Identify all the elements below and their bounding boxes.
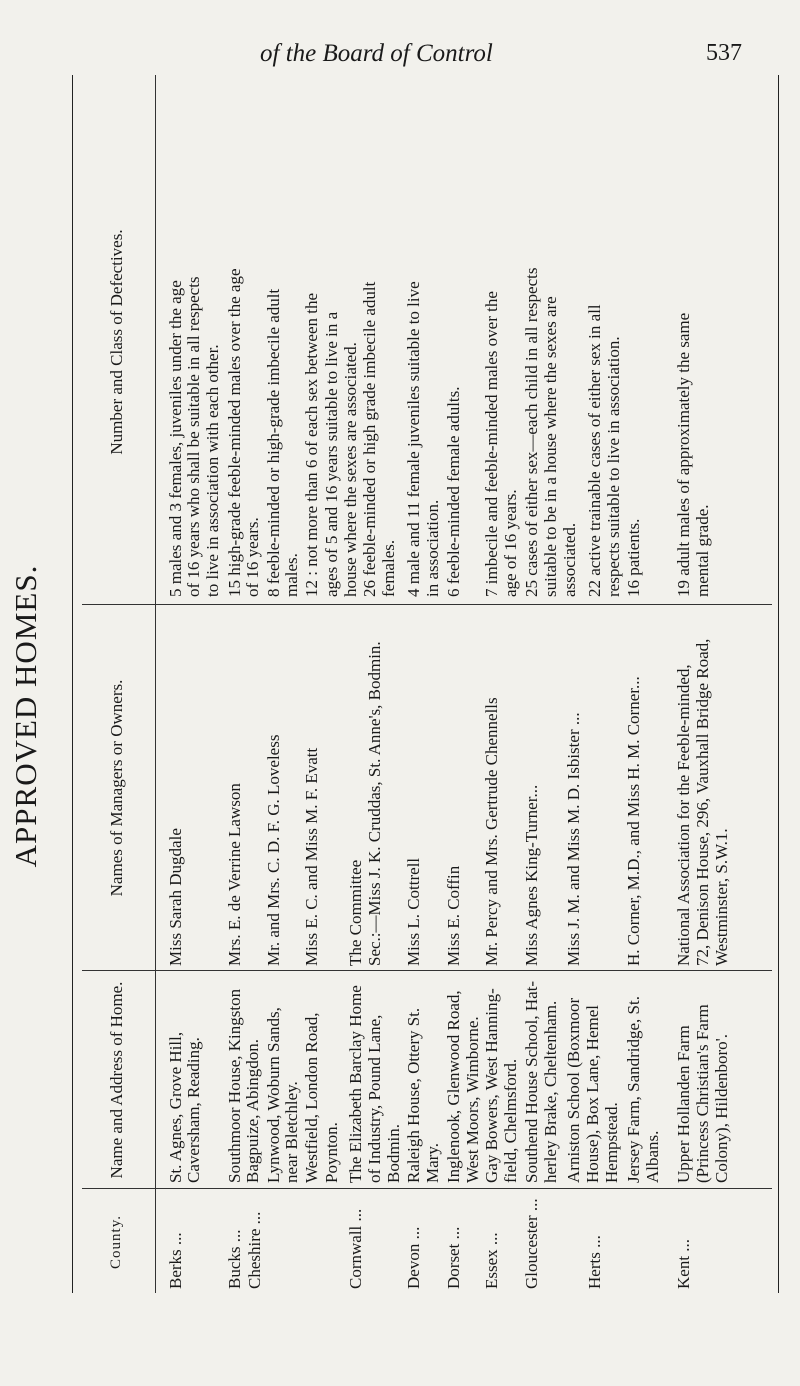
manager-line: H. Corner, M.D., and Miss H. M. Corner...: [624, 676, 643, 966]
defectives-column: [162, 77, 774, 597]
home-line: Lynwood, Woburn Sands,: [264, 1007, 283, 1183]
manager-line: Miss E. C. and Miss M. F. Evatt: [302, 747, 321, 966]
home-line: Poynton.: [322, 1122, 341, 1183]
home-line: near Bletchley.: [282, 1081, 301, 1183]
home-line: West Moors, Wimborne.: [463, 1016, 482, 1183]
defectives-line: 6 feeble-minded female adults.: [444, 386, 463, 597]
home-line: Gay Bowers, West Hanning-: [482, 988, 501, 1183]
defectives-line: 7 imbecile and feeble-minded males over the: [482, 291, 501, 597]
home-line: Bagpuize, Abingdon.: [243, 1038, 262, 1183]
defectives-line: to live in association with each other.: [203, 344, 222, 597]
column-header-defectives: Number and Class of Defectives.: [106, 229, 126, 455]
defectives-line: 4 male and 11 female juveniles suitable to live: [404, 281, 423, 597]
column-divider: [82, 604, 772, 605]
column-header-managers: Names of Managers or Owners.: [106, 679, 126, 897]
defectives-line: 16 patients.: [624, 518, 643, 597]
home-line: Bodmin.: [384, 1123, 403, 1183]
defectives-line: age of 16 years.: [501, 489, 520, 597]
home-line: Southend House School, Hat-: [522, 980, 541, 1183]
defectives-line: females.: [379, 539, 398, 597]
defectives-line: associated.: [560, 522, 579, 597]
home-line: Hempstead.: [602, 1102, 621, 1183]
defectives-line: males.: [282, 553, 301, 597]
table-title: APPROVED HOMES.: [8, 564, 43, 868]
managers-column: [162, 606, 774, 966]
defectives-line: 22 active trainable cases of either sex in all: [585, 304, 604, 597]
column-header-county: County.: [107, 1215, 124, 1269]
home-line: House), Box Lane, Hemel: [583, 1005, 602, 1183]
county-cell: Berks ...: [166, 1232, 185, 1289]
county-cell: Kent ...: [674, 1238, 693, 1289]
page-number: 537: [706, 40, 742, 66]
home-line: Southmoor House, Kingston: [225, 988, 244, 1183]
home-line: Arniston School (Boxmoor: [564, 997, 583, 1183]
manager-line: Westminster, S.W.1.: [712, 828, 731, 966]
county-cell: Essex ...: [482, 1232, 501, 1289]
county-cell: Devon ...: [404, 1226, 423, 1289]
manager-line: Miss J. M. and Miss M. D. Isbister ...: [564, 712, 583, 966]
home-line: Jersey Farm, Sandridge, St.: [624, 996, 643, 1183]
manager-line: Sec.:—Miss J. K. Cruddas, St. Anne's, Bodmin.: [365, 641, 384, 966]
header-rule: [155, 75, 156, 1293]
table-top-rule: [72, 75, 73, 1293]
home-line: Caversham, Reading.: [184, 1037, 203, 1183]
manager-line: Miss Sarah Dugdale: [166, 828, 185, 966]
manager-line: Miss L. Cottrell: [404, 857, 423, 966]
defectives-line: 5 males and 3 females, juveniles under the age: [166, 280, 185, 597]
manager-line: Mr. and Mrs. C. D. F. G. Loveless: [264, 734, 283, 966]
defectives-line: 15 high-grade feeble-minded males over the age: [225, 268, 244, 597]
defectives-line: 25 cases of either sex—each child in all respects: [522, 267, 541, 597]
manager-line: Mr. Percy and Mrs. Gertrude Chennells: [482, 697, 501, 966]
home-line: St. Agnes, Grove Hill,: [166, 1031, 185, 1183]
defectives-line: ages of 5 and 16 years suitable to live in a: [322, 311, 341, 597]
home-column: [162, 973, 774, 1183]
home-line: Mary.: [423, 1143, 442, 1183]
home-line: of Industry, Pound Lane,: [365, 1014, 384, 1183]
defectives-line: suitable to be in a house where the sexes are: [541, 296, 560, 597]
defectives-line: 8 feeble-minded or high-grade imbecile adult: [264, 288, 283, 597]
home-line: field, Chelmsford.: [501, 1058, 520, 1183]
manager-line: Miss Agnes King-Turner...: [522, 784, 541, 966]
home-line: (Princess Christian's Farm: [693, 1004, 712, 1183]
county-cell: Herts ...: [585, 1235, 604, 1289]
column-header-home: Name and Address of Home.: [106, 981, 126, 1179]
county-column: [162, 1191, 774, 1289]
manager-line: The Committee: [346, 859, 365, 966]
county-cell: Gloucester ...: [522, 1198, 541, 1289]
home-line: Colony), Hildenboro'.: [712, 1034, 731, 1183]
home-line: Westfield, London Road,: [302, 1012, 321, 1183]
manager-line: National Association for the Feeble-minded,: [674, 664, 693, 966]
home-line: Albans.: [643, 1130, 662, 1183]
defectives-line: of 16 years.: [243, 517, 262, 597]
county-cell: Cornwall ...: [346, 1208, 365, 1289]
manager-line: 72, Denison House, 296, Vauxhall Bridge Road,: [693, 638, 712, 966]
county-cell: Bucks ...: [225, 1229, 244, 1289]
defectives-line: respects suitable to live in association.: [604, 336, 623, 597]
defectives-line: house where the sexes are associated.: [341, 342, 360, 597]
defectives-line: 26 feeble-minded or high grade imbecile adult: [360, 281, 379, 597]
county-cell: Cheshire ...: [245, 1211, 264, 1289]
home-line: Upper Hollanden Farm: [674, 1025, 693, 1183]
home-line: herley Brake, Cheltenham.: [541, 1000, 560, 1183]
home-line: The Elizabeth Barclay Home: [346, 985, 365, 1183]
home-line: Raleigh House, Ottery St.: [404, 1007, 423, 1183]
defectives-line: of 16 years who shall be suitable in all respects: [184, 276, 203, 597]
running-head-title: of the Board of Control: [260, 40, 493, 67]
column-divider: [82, 970, 772, 971]
manager-line: Mrs. E. de Verrine Lawson: [225, 783, 244, 966]
table-bottom-rule: [778, 75, 779, 1293]
rotated-table: [0, 86, 800, 1386]
county-cell: Dorset ...: [444, 1226, 463, 1289]
column-divider: [82, 1188, 772, 1189]
defectives-line: 19 adult males of approximately the same: [674, 312, 693, 597]
defectives-line: in association.: [423, 499, 442, 597]
manager-line: Miss E. Coffin: [444, 865, 463, 966]
home-line: Inglenook, Glenwood Road,: [444, 990, 463, 1183]
defectives-line: 12 : not more than 6 of each sex between the: [302, 292, 321, 597]
defectives-line: mental grade.: [693, 504, 712, 597]
